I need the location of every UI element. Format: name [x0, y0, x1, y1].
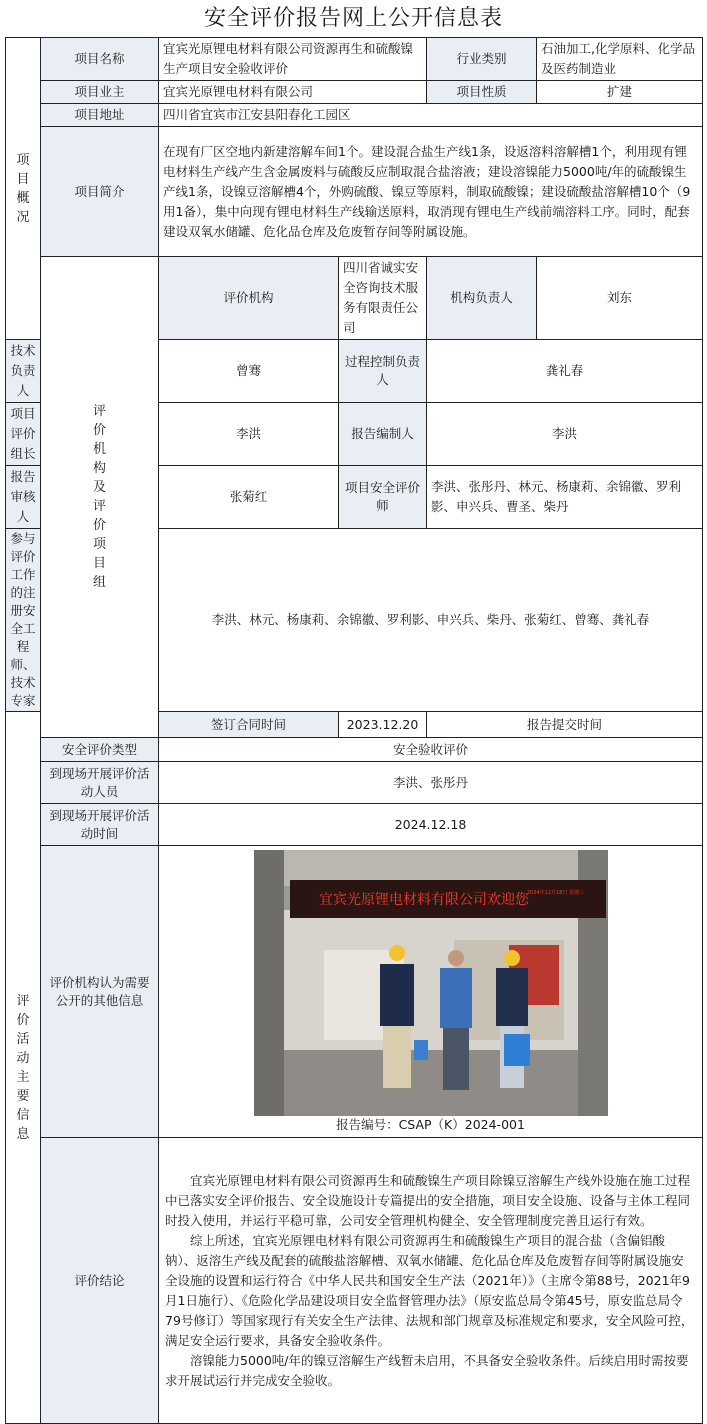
leader: 李洪 [159, 403, 339, 466]
experts-label: 参与评价工作的注册安全工程师、技术专家 [6, 529, 41, 712]
photo-banner-side: 2024年12月18日 星期三 [526, 890, 584, 896]
process: 龚礼春 [427, 340, 703, 403]
eval-type: 安全验收评价 [159, 738, 703, 762]
intro-label: 项目简介 [41, 127, 159, 257]
other-info [159, 846, 703, 1138]
site-time: 2024.12.18 [159, 804, 703, 846]
conclusion-para-2: 综上所述，宜宾光原锂电材料有限公司资源再生和硫酸镍生产项目的混合盐（含偏铝酸钠）、返溶生产线及配套的硫酸盐溶解槽、双氧水储罐、危化品仓库及危废暂存间等附属设施安全设施的设置和运行符合《中华人民共和国安全生产法（2021年）》（主席令第88号，2021年9月1日施行）、《危险化学品建设项目安全监督管理办法》（原安监总局令第45号，原安监总局令79号修订）等国家现行有关安全生产法律、法规和部门规章及标准规定和要求，安全风险可控，满足安全运行要求，具备安全验收条件。 [165, 1232, 694, 1348]
site-photo-image [254, 850, 608, 1116]
head: 刘东 [537, 257, 703, 340]
writer: 李洪 [427, 403, 703, 466]
nature: 扩建 [537, 81, 703, 104]
address-label: 项目地址 [41, 104, 159, 127]
submit-label: 报告提交时间 [427, 712, 703, 738]
section-overview: 项目概况 [6, 38, 41, 340]
contract-label: 签订合同时间 [159, 712, 339, 738]
leader-label: 项目评价组长 [6, 403, 41, 466]
head-label: 机构负责人 [427, 257, 537, 340]
info-table [5, 37, 703, 1424]
staff-label: 到现场开展评价活动人员 [41, 762, 159, 804]
conclusion [159, 1138, 703, 1424]
intro: 在现有厂区空地内新建溶解车间1个。建设混合盐生产线1条，设返溶料溶解槽1个，利用现有锂电材料生产线产生含金属废料与硫酸反应制取混合盐溶液；建设溶镍能力5000吨/年的硫酸镍生产线1条，设镍豆溶解槽4个，外购硫酸、镍豆等原料，制取硫酸镍；建设硫酸盐溶解槽10个（9用1备），集中向现有锂电材料生产线输送原料，取消现有锂电生产线前端溶料工序。同时，配套建设双氧水储罐、危化品仓库及危废暂存间等附属设施。 [159, 127, 703, 257]
page-title: 安全评价报告网上公开信息表 [203, 6, 503, 31]
report-number: 报告编号：CSAP（K）2024-001 [336, 1117, 525, 1132]
other-info-label: 评价机构认为需要公开的其他信息 [41, 846, 159, 1138]
agency: 四川省诚实安全咨询技术服务有限责任公司 [339, 257, 427, 340]
owner-label: 项目业主 [41, 81, 159, 104]
conclusion-label: 评价结论 [41, 1138, 159, 1424]
tech-label: 技术负责人 [6, 340, 41, 403]
section-org: 评价机构及评价项目组 [41, 257, 159, 738]
industry-label: 行业类别 [427, 38, 537, 81]
nature-label: 项目性质 [427, 81, 537, 104]
tech: 曾骞 [159, 340, 339, 403]
project-name: 宜宾光原锂电材料有限公司资源再生和硫酸镍生产项目安全验收评价 [159, 38, 427, 81]
conclusion-para-3: 溶镍能力5000吨/年的镍豆溶解生产线暂未启用，不具备安全验收条件。后续启用时需按要求开展试运行并完成安全验收。 [165, 1352, 689, 1388]
industry: 石油加工,化学原料、化学品及医药制造业 [537, 38, 703, 81]
reviewer-label: 报告审核人 [6, 466, 41, 529]
reviewer: 张菊红 [159, 466, 339, 529]
address: 四川省宜宾市江安县阳春化工园区 [159, 104, 703, 127]
assessor-label: 项目安全评价师 [339, 466, 427, 529]
experts: 李洪、林元、杨康莉、余锦徽、罗利影、申兴兵、柴丹、张菊红、曾骞、龚礼春 [159, 529, 703, 712]
assessors: 李洪、张彤丹、林元、杨康莉、余锦徽、罗利影、申兴兵、曹圣、柴丹 [427, 466, 703, 529]
owner: 宜宾光原锂电材料有限公司 [159, 81, 427, 104]
photo-banner-text: 宜宾光原锂电材料有限公司欢迎您 [318, 892, 529, 908]
writer-label: 报告编制人 [339, 403, 427, 466]
contract-date: 2023.12.20 [339, 712, 427, 738]
conclusion-para-1: 宜宾光原锂电材料有限公司资源再生和硫酸镍生产项目除镍豆溶解生产线外设施在施工过程中已落实安全评价报告、安全设施设计专篇提出的安全措施，项目安全设施、设备与主体工程同时投入使用，并运行平稳可靠，公司安全管理机构健全、安全管理制度完善且运行有效。 [165, 1172, 691, 1228]
time-label: 到现场开展评价活动时间 [41, 804, 159, 846]
project-name-label: 项目名称 [41, 38, 159, 81]
staff: 李洪、张彤丹 [159, 762, 703, 804]
process-label: 过程控制负责人 [339, 340, 427, 403]
type-label: 安全评价类型 [41, 738, 159, 762]
section-activity: 评价活动主要信息 [6, 712, 41, 1424]
agency-label: 评价机构 [159, 257, 339, 340]
site-photo [159, 848, 702, 1116]
